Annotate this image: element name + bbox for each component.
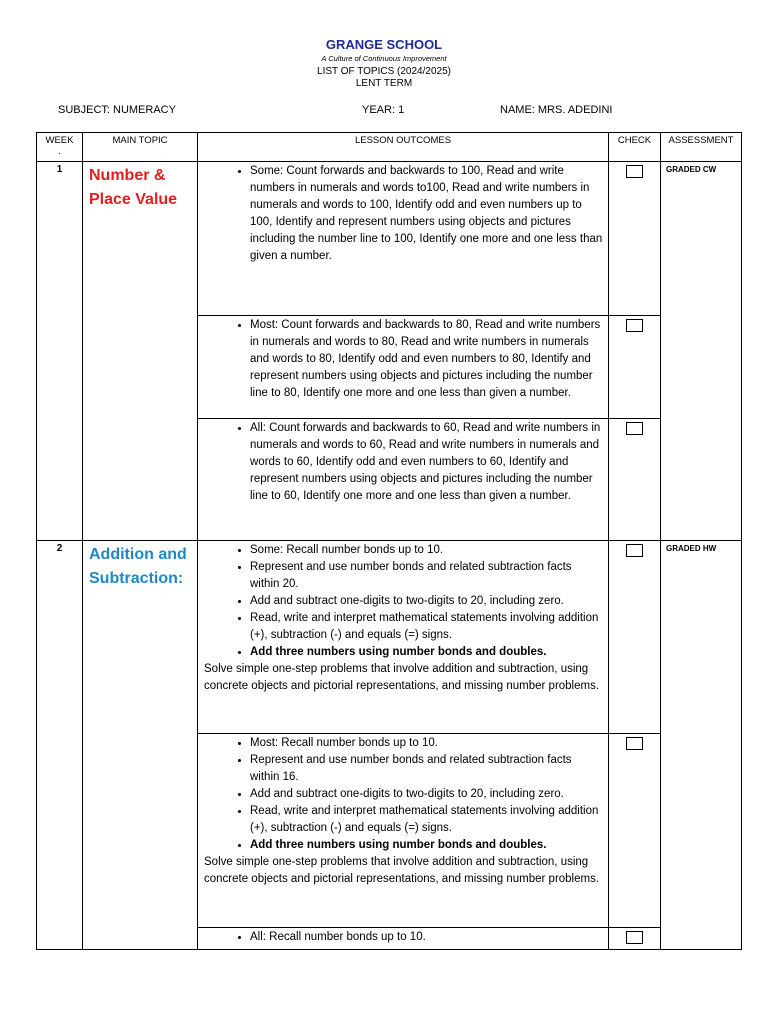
subject-label: SUBJECT: NUMERACY (58, 104, 176, 116)
list-title: LIST OF TOPICS (2024/2025) (317, 66, 451, 77)
outcome-item: • Some: Recall number bonds up to 10. (250, 542, 604, 559)
header-main-topic: MAIN TOPIC (83, 133, 198, 162)
term-title: LENT TERM (355, 78, 413, 89)
topics-table (36, 132, 742, 950)
check-cell (609, 541, 661, 734)
outcome-item: • All: Count forwards and backwards to 60, Read and write numbers in numerals and words to 60, Read and write numbers in numerals and words to 60, Identify odd and even numbers to 60, Identify and represent numbers using objects and pictures including the number line to 60, Identify one more and one less than given a number. (250, 420, 604, 505)
header-check: CHECK (609, 133, 661, 162)
outcome-item: • Represent and use number bonds and related subtraction facts within 20. (250, 559, 604, 593)
outcome-item: • Add three numbers using number bonds and doubles. (250, 837, 604, 854)
checkbox[interactable] (626, 165, 643, 178)
outcome-note: Solve simple one-step problems that involve addition and subtraction, using concrete objects and pictorial representations, and missing number problems. (204, 663, 600, 692)
outcome-item: • Read, write and interpret mathematical statements involving addition (+), subtraction (-) and equals (=) signs. (250, 610, 604, 644)
outcome-note: Solve simple one-step problems that involve addition and subtraction, using concrete objects and pictorial representations, and missing number problems. (204, 856, 600, 885)
header-week-label: WEEK (45, 135, 74, 146)
check-cell (609, 928, 661, 950)
outcome-cell (198, 162, 609, 316)
check-cell (609, 316, 661, 419)
table-row (37, 541, 742, 734)
header-week (37, 133, 83, 162)
outcome-item: • Add three numbers using number bonds and doubles. (250, 644, 604, 661)
outcome-cell (198, 734, 609, 928)
assessment-cell: GRADED CW (661, 162, 742, 541)
header-week-dot: . (58, 146, 61, 157)
check-cell (609, 162, 661, 316)
checkbox[interactable] (626, 319, 643, 332)
header-lesson-outcomes: LESSON OUTCOMES (198, 133, 609, 162)
topic-addition-subtraction: Addition and Subtraction: (83, 541, 198, 950)
year-label: YEAR: 1 (362, 104, 405, 116)
table-row (37, 162, 742, 316)
school-motto: A Culture of Continuous Improvement (321, 54, 447, 63)
school-name: GRANGE SCHOOL (325, 37, 443, 52)
outcome-cell (198, 928, 609, 950)
outcome-item: • Add and subtract one-digits to two-digits to 20, including zero. (250, 593, 604, 610)
outcome-cell (198, 419, 609, 541)
outcome-item: • Represent and use number bonds and related subtraction facts within 16. (250, 752, 604, 786)
topic-number-place-value: Number & Place Value (83, 162, 198, 541)
week-number: 1 (37, 162, 83, 541)
checkbox[interactable] (626, 544, 643, 557)
teacher-name: NAME: MRS. ADEDINI (500, 104, 613, 116)
check-cell (609, 419, 661, 541)
outcome-cell (198, 316, 609, 419)
outcome-item: • Most: Count forwards and backwards to 80, Read and write numbers in numerals and words to 80, Read and write numbers in numerals and words to 80, Identify odd and even numbers to 80, Identify and represent numbers using objects and pictures including the number line to 80, Identify one more and one less than given a number. (250, 317, 604, 402)
outcome-item: • Read, write and interpret mathematical statements involving addition (+), subtraction (-) and equals (=) signs. (250, 803, 604, 837)
checkbox[interactable] (626, 931, 643, 944)
outcome-item: • Most: Recall number bonds up to 10. (250, 735, 604, 752)
check-cell (609, 734, 661, 928)
outcome-item: • Some: Count forwards and backwards to 100, Read and write numbers in numerals and words to100, Read and write numbers in numerals and words to 100, Identify odd and even numbers up to 100, Identify and represent numbers using objects and pictures including the number line to 100, Identify one more and one less than given a number. (250, 163, 604, 265)
checkbox[interactable] (626, 422, 643, 435)
checkbox[interactable] (626, 737, 643, 750)
outcome-item: • All: Recall number bonds up to 10. (250, 929, 604, 946)
outcome-cell (198, 541, 609, 734)
week-number: 2 (37, 541, 83, 950)
assessment-cell: GRADED HW (661, 541, 742, 950)
outcome-item: • Add and subtract one-digits to two-digits to 20, including zero. (250, 786, 604, 803)
header-assessment: ASSESSMENT (661, 133, 742, 162)
